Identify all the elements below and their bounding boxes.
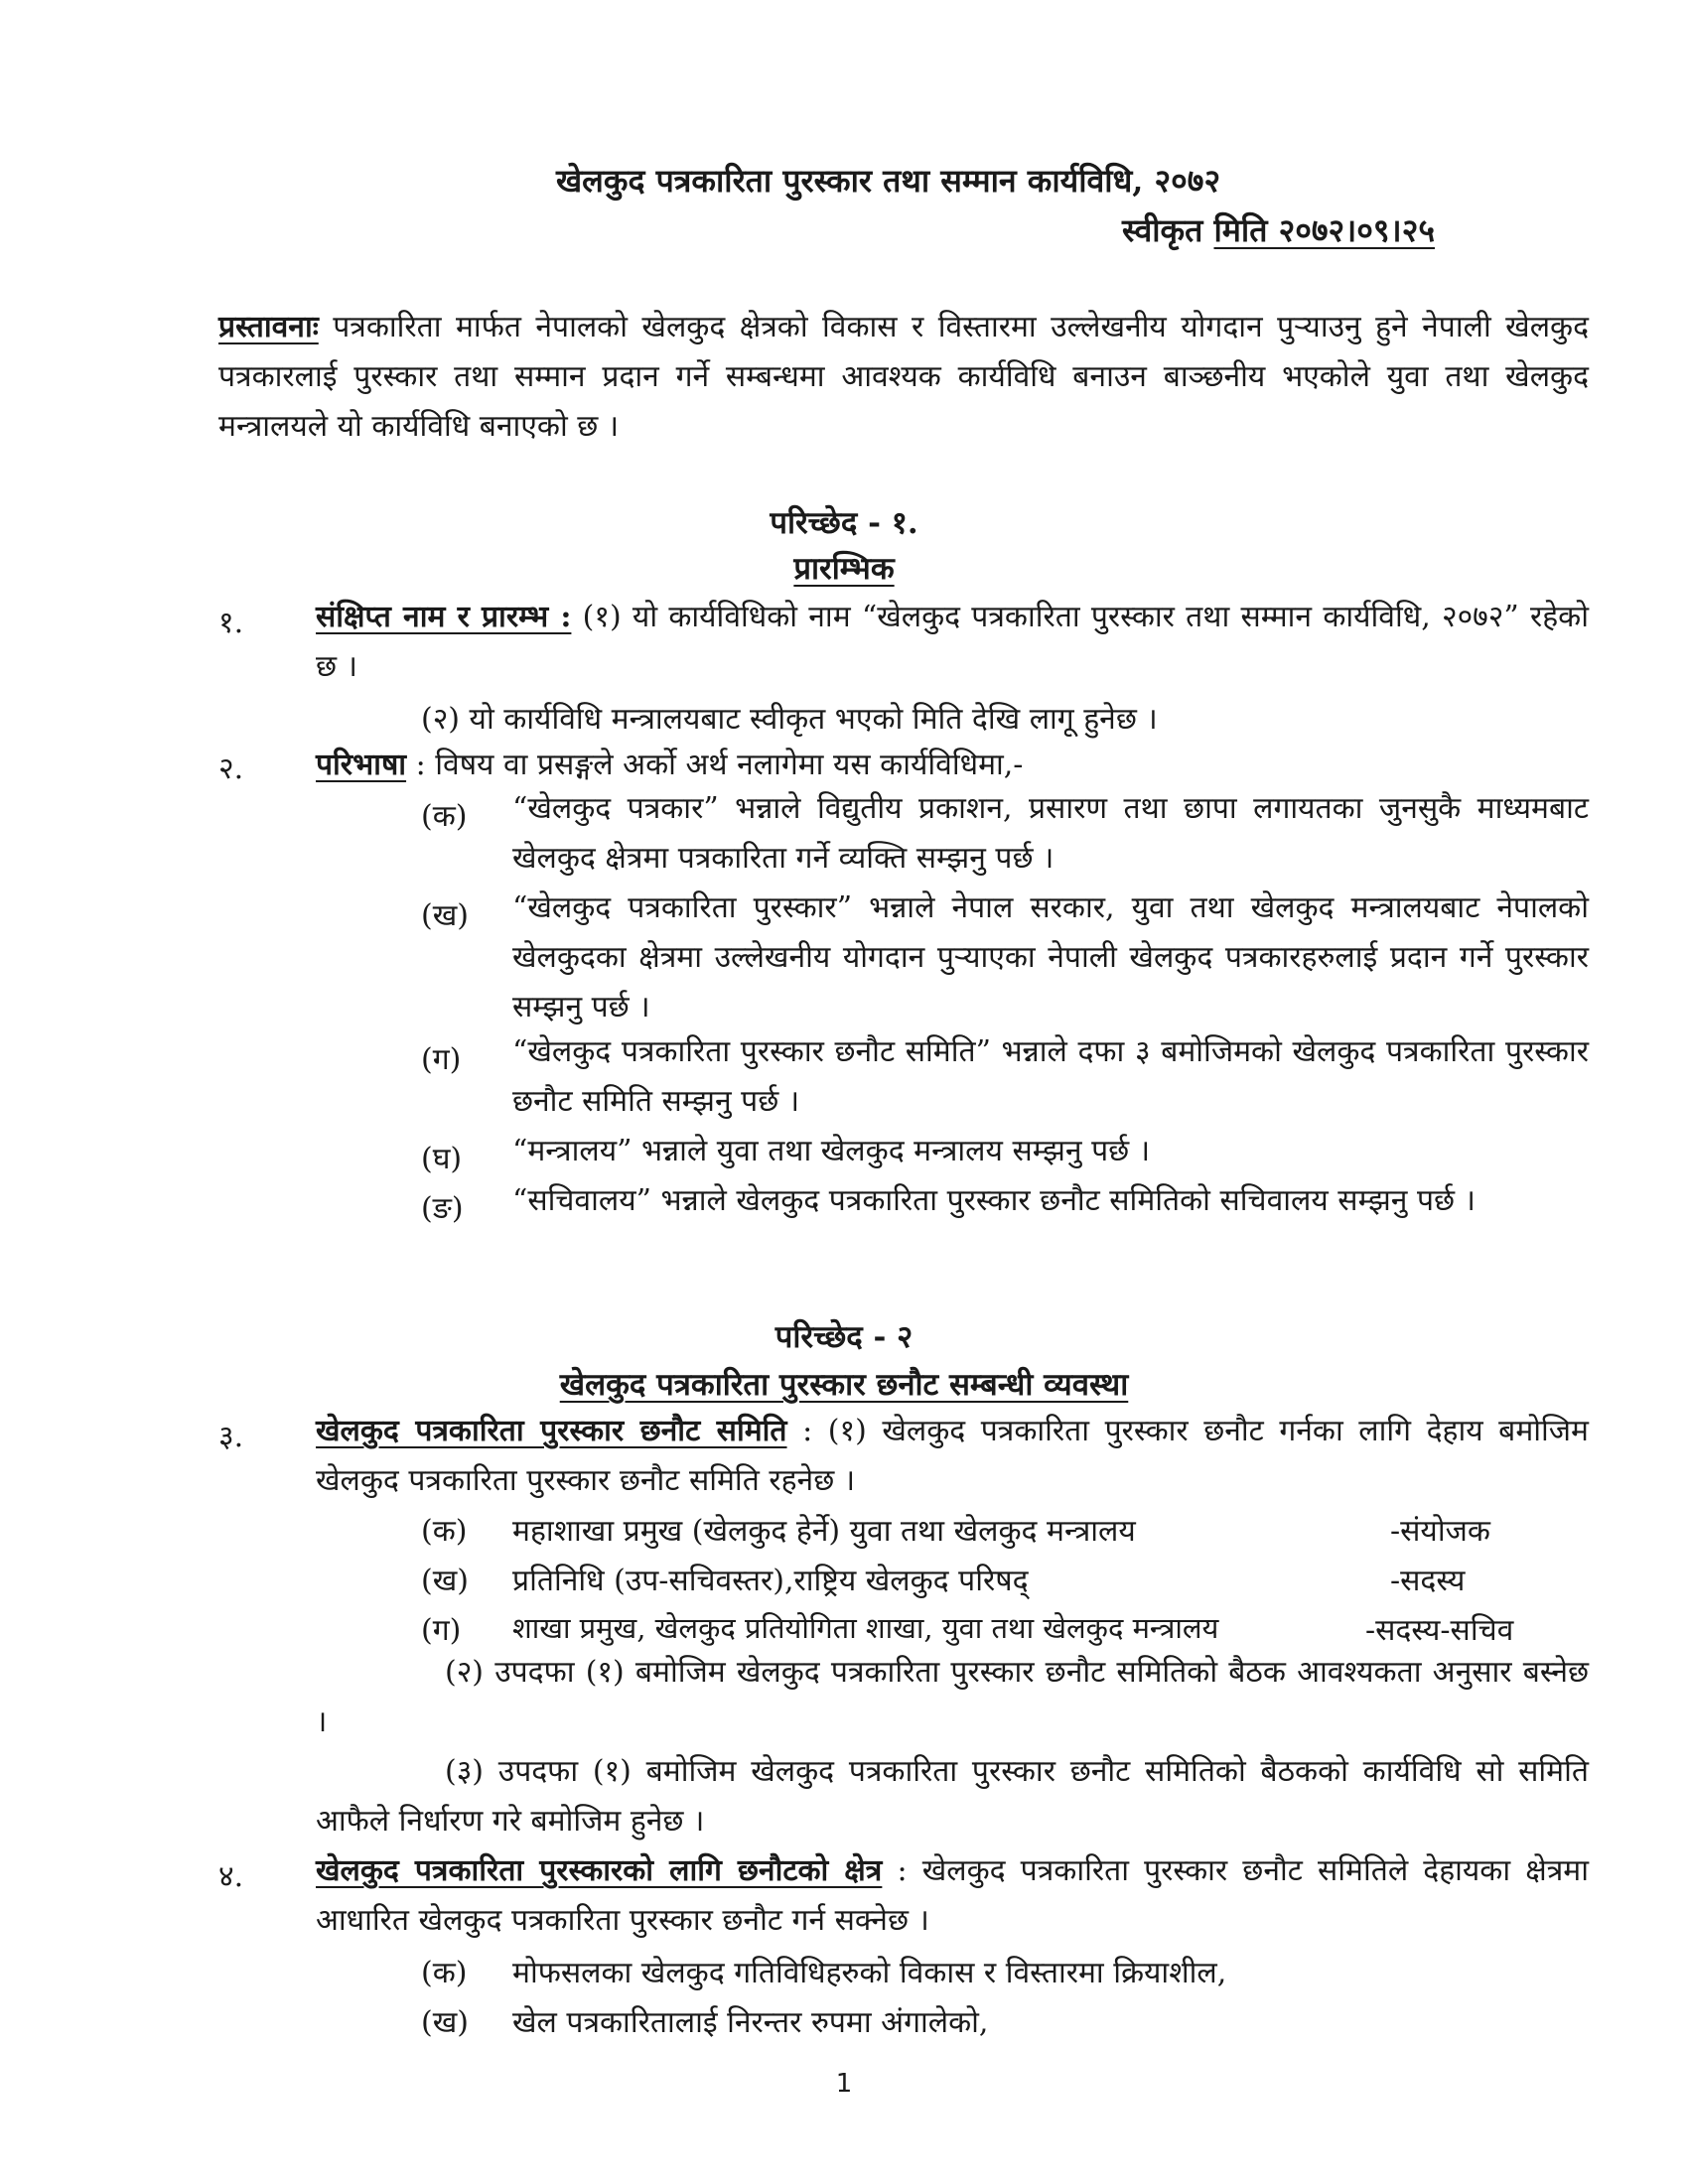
section4-title: खेलकुद पत्रकारिता पुरस्कारको लागि छनौटको क्षेत्र: [316, 1853, 883, 1888]
chapter2-subheading: खेलकुद पत्रकारिता पुरस्कार छनौट सम्बन्धी व्यवस्था: [559, 1367, 1129, 1403]
scope-label-kha: (ख): [421, 2005, 469, 2040]
definition-label-ka: (क): [421, 799, 468, 834]
definition-label-ga: (ग): [421, 1042, 462, 1077]
chapter1-heading: परिच्छेद - १.: [770, 505, 918, 541]
chapter2-heading: परिच्छेद - २: [774, 1319, 914, 1355]
section1-sub2: (२) यो कार्यविधि मन्त्रालयबाट स्वीकृत भएको मिति देखि लागू हुनेछ ।: [421, 702, 1158, 737]
section4-text: : खेलकुद पत्रकारिता पुरस्कार छनौट समितिले देहायका क्षेत्रमा आधारित खेलकुद पत्रकारिता पुरस्कार छनौट गर्न सक्नेछ ।: [316, 1853, 1590, 1938]
section3-sub3: (३) उपदफा (१) बमोजिम खेलकुद पत्रकारिता पुरस्कार छनौट समितिको बैठकको कार्यविधि सो समिति आफैले निर्धारण गरे बमोजिम हुनेछ ।: [316, 1754, 1589, 1839]
definition-text-kha: “खेलकुद पत्रकारिता पुरस्कार” भन्नाले नेपाल सरकार, युवा तथा खेलकुद मन्त्रालयबाट नेपालको खेलकुदका क्षेत्रमा उल्लेखनीय योगदान पुऱ्याएका नेपाली खेलकुद पत्रकारहरुलाई प्रदान गर्ने पुरस्कार सम्झनु पर्छ ।: [512, 890, 1589, 1024]
section2-body: [316, 743, 1023, 783]
member-label-ka: (क): [421, 1514, 468, 1549]
section3-title: खेलकुद पत्रकारिता पुरस्कार छनौट समिति: [316, 1414, 787, 1448]
scope-text-kha: खेल पत्रकारितालाई निरन्तर रुपमा अंगालेको,: [512, 2005, 989, 2040]
member-role-ga: -सदस्य-सचिव: [1365, 1613, 1514, 1648]
definition-text-ka: “खेलकुद पत्रकार” भन्नाले विद्युतीय प्रकाशन, प्रसारण तथा छापा लगायतका जुनसुकै माध्यमबाट खेलकुद क्षेत्रमा पत्रकारिता गर्ने व्यक्ति सम्झनु पर्छ ।: [512, 791, 1589, 876]
definition-label-kha: (ख): [421, 898, 469, 933]
preamble: [218, 303, 1589, 452]
approval-date: मिति २०७२।०९।२५: [1213, 211, 1435, 249]
definition-label-gha: (घ): [421, 1142, 463, 1176]
section1-text: (१) यो कार्यविधिको नाम “खेलकुद पत्रकारिता पुरस्कार तथा सम्मान कार्यविधि, २०७२” रहेको छ ।: [316, 600, 1589, 684]
chapter1-subheading-wrap: [0, 547, 1688, 589]
approval-line: [1122, 208, 1435, 251]
section4-body: [316, 1846, 1589, 1946]
chapter2-subheading-wrap: [0, 1363, 1688, 1405]
member-role-ka: -संयोजक: [1390, 1514, 1490, 1549]
section3-sub2: (२) उपदफा (१) बमोजिम खेलकुद पत्रकारिता पुरस्कार छनौट समितिको बैठक आवश्यकता अनुसार बस्नेछ ।: [316, 1655, 1589, 1739]
chapter1-subheading: प्रारम्भिक: [793, 551, 895, 587]
section3-number: ३.: [218, 1420, 244, 1454]
definition-text-ga: “खेलकुद पत्रकारिता पुरस्कार छनौट समिति” भन्नाले दफा ३ बमोजिमको खेलकुद पत्रकारिता पुरस्कार छनौट समिति सम्झनु पर्छ ।: [512, 1034, 1589, 1119]
member-role-kha: -सदस्य: [1390, 1564, 1466, 1598]
document-title: खेलकुद पत्रकारिता पुरस्कार तथा सम्मान कार्यविधि, २०७२: [556, 162, 1221, 200]
member-label-ga: (ग): [421, 1613, 462, 1648]
scope-text-ka: मोफसलका खेलकुद गतिविधिहरुको विकास र विस्तारमा क्रियाशील,: [512, 1956, 1227, 1990]
section3-body: [316, 1407, 1589, 1506]
scope-label-ka: (क): [421, 1956, 468, 1990]
definition-text-gha: “मन्त्रालय” भन्नाले युवा तथा खेलकुद मन्त्रालय सम्झनु पर्छ ।: [512, 1134, 1151, 1168]
member-text-kha: प्रतिनिधि (उप-सचिवस्तर),राष्ट्रिय खेलकुद परिषद्: [512, 1564, 1029, 1598]
section3-text: : (१) खेलकुद पत्रकारिता पुरस्कार छनौट गर्नका लागि देहाय बमोजिम खेलकुद पत्रकारिता पुरस्कार छनौट समिति रहनेछ ।: [316, 1414, 1589, 1498]
page-number: 1: [835, 2069, 853, 2099]
section4-number: ४.: [218, 1859, 244, 1894]
approval-prefix: स्वीकृत: [1122, 211, 1203, 249]
definition-label-nga: (ङ): [421, 1191, 464, 1226]
section1-body: [316, 593, 1589, 692]
member-text-ga: शाखा प्रमुख, खेलकुद प्रतियोगिता शाखा, युवा तथा खेलकुद मन्त्रालय: [512, 1611, 1219, 1645]
preamble-text: पत्रकारिता मार्फत नेपालको खेलकुद क्षेत्रको विकास र विस्तारमा उल्लेखनीय योगदान पुऱ्याउनु हुने नेपाली खेलकुद पत्रकारलाई पुरस्कार तथा सम्मान प्रदान गर्ने सम्बन्धमा आवश्यक कार्यविधि बनाउन बाञ्छनीय भएकोले युवा तथा खेलकुद मन्त्रालयले यो कार्यविधि बनाएको छ ।: [218, 310, 1589, 444]
preamble-label: प्रस्तावनाः: [218, 310, 319, 344]
member-text-ka: महाशाखा प्रमुख (खेलकुद हेर्ने) युवा तथा खेलकुद मन्त्रालय: [512, 1514, 1136, 1549]
section2-number: २.: [218, 751, 244, 786]
member-label-kha: (ख): [421, 1564, 469, 1598]
section2-text: : विषय वा प्रसङ्गले अर्को अर्थ नलागेमा यस कार्यविधिमा,-: [415, 748, 1024, 782]
section1-title: संक्षिप्त नाम र प्रारम्भ :: [316, 600, 572, 634]
section2-title: परिभाषा: [316, 748, 407, 782]
section1-number: १.: [218, 606, 244, 640]
definition-text-nga: “सचिवालय” भन्नाले खेलकुद पत्रकारिता पुरस्कार छनौट समितिको सचिवालय सम्झनु पर्छ ।: [512, 1183, 1476, 1218]
